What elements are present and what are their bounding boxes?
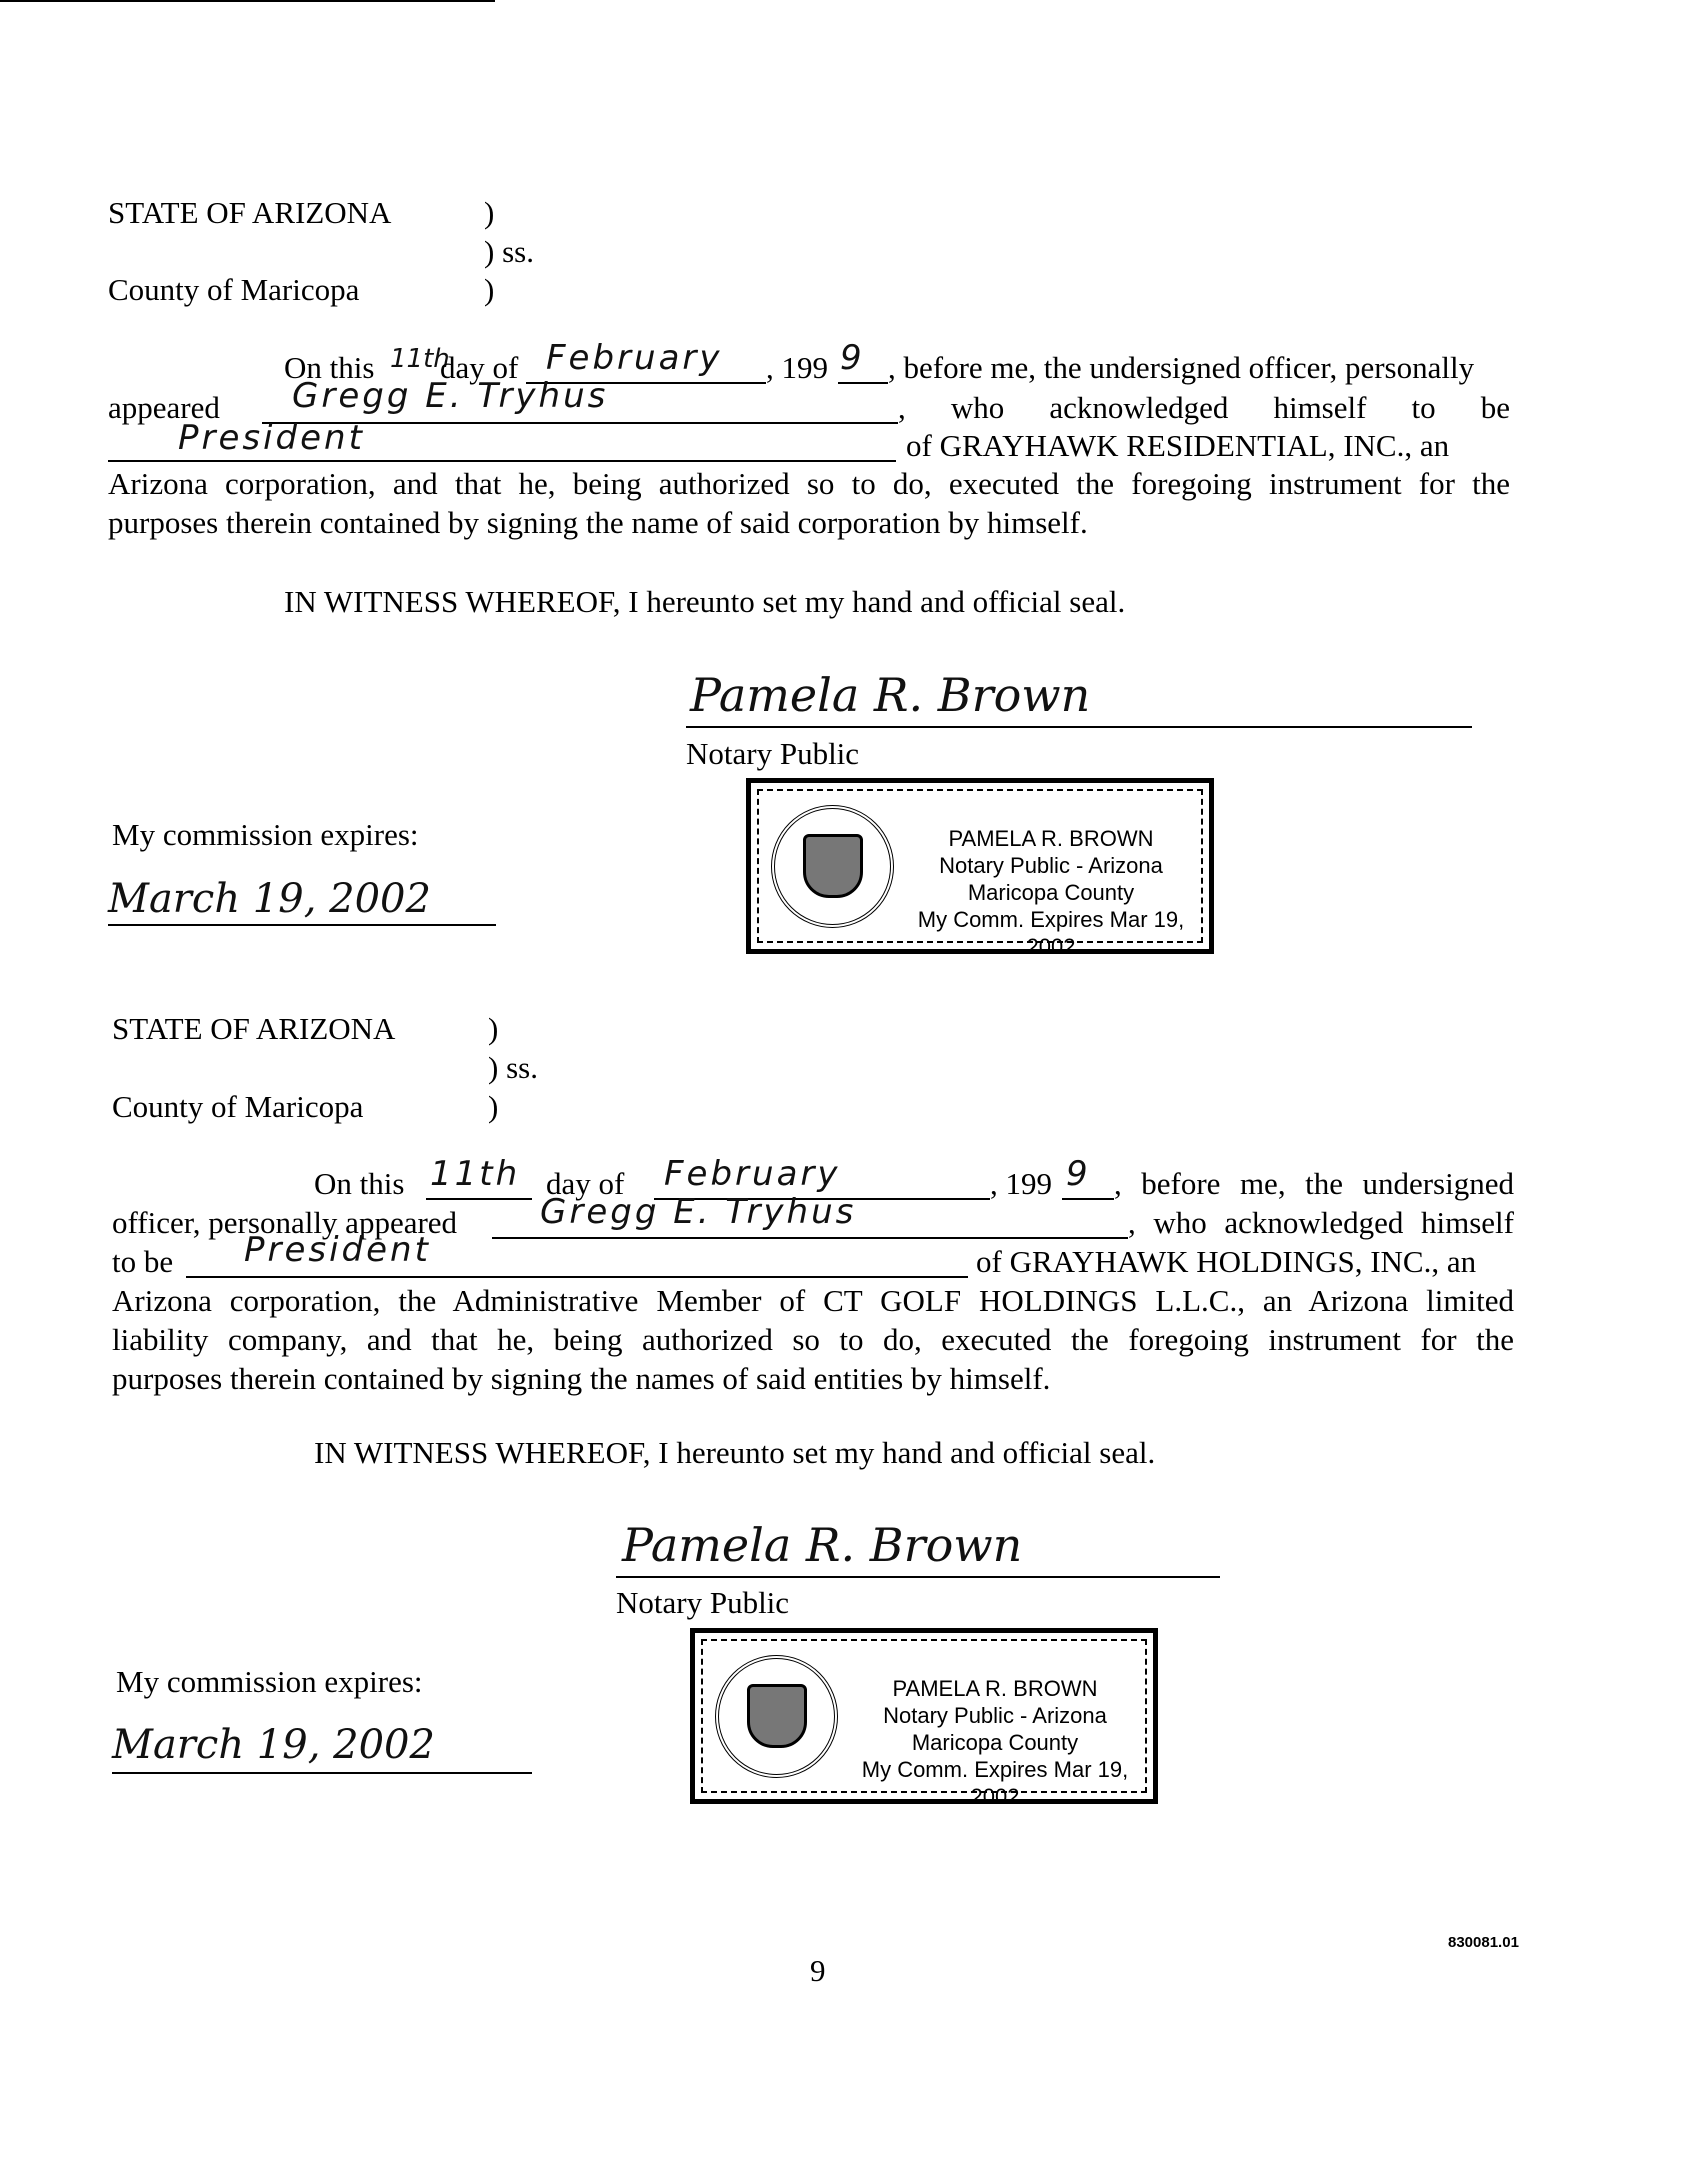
title-line — [108, 460, 896, 462]
venue-paren-bottom: ) — [488, 1089, 499, 1124]
body-line-1: Arizona corporation, the Administrative Member of CT GOLF HOLDINGS L.L.C., an Arizona limited — [112, 1283, 1514, 1318]
venue-ss: ) ss. — [488, 1050, 538, 1085]
body-line-2: liability company, and that he, being authorized so to do, executed the foregoing instrument for the — [112, 1322, 1514, 1357]
body-line-3: purposes therein contained by signing the names of said entities by himself. — [112, 1361, 1051, 1396]
title-line — [186, 1276, 968, 1278]
venue-paren-top: ) — [488, 1011, 499, 1046]
month-handwritten: February — [546, 338, 723, 378]
year-handwritten: 9 — [840, 338, 865, 378]
name-handwritten: Gregg E. Tryhus — [540, 1192, 857, 1232]
appeared-label: officer, personally appeared — [112, 1205, 458, 1240]
notary-seal-stamp — [690, 1628, 1158, 1809]
day-handwritten: 11th — [430, 1154, 521, 1194]
witness-clause: IN WITNESS WHEREOF, I hereunto set my hand and official seal. — [284, 584, 1126, 619]
seal-expiration: My Comm. Expires Mar 19, 2002 — [917, 907, 1185, 959]
company-text: of GRAYHAWK RESIDENTIAL, INC., an — [906, 428, 1450, 463]
commission-expiry-handwritten: March 19, 2002 — [112, 1722, 435, 1768]
name-handwritten: Gregg E. Tryhus — [292, 376, 609, 416]
notary-public-label: Notary Public — [616, 1585, 790, 1620]
venue-ss: ) ss. — [484, 234, 534, 269]
state-seal-emblem — [771, 805, 894, 928]
seal-county: Maricopa County — [911, 1730, 1079, 1755]
day-line — [426, 1198, 532, 1200]
on-this-label: On this — [314, 1166, 405, 1201]
seal-county: Maricopa County — [967, 880, 1135, 905]
day-of-label: day of — [440, 350, 519, 385]
commission-expiry-handwritten: March 19, 2002 — [108, 876, 431, 922]
year-prefix: , 199 — [990, 1166, 1052, 1201]
notary-seal-stamp — [746, 778, 1214, 959]
seal-notary-title: Notary Public - Arizona — [883, 1703, 1107, 1728]
notary-signature: Pamela R. Brown — [690, 668, 1091, 722]
page-number: 9 — [810, 1953, 826, 1988]
month-handwritten: February — [664, 1154, 841, 1194]
name-line — [492, 1237, 1128, 1239]
expiry-line — [108, 924, 496, 926]
acknowledged-text: , who acknowledged himself to be — [898, 390, 1510, 425]
seal-notary-name: PAMELA R. BROWN — [892, 1676, 1098, 1701]
commission-label: My commission expires: — [112, 817, 419, 852]
seal-notary-title: Notary Public - Arizona — [939, 853, 1163, 878]
company-text: of GRAYHAWK HOLDINGS, INC., an — [976, 1244, 1477, 1279]
venue-county: County of Maricopa — [112, 1089, 364, 1124]
seal-notary-name: PAMELA R. BROWN — [948, 826, 1154, 851]
acknowledged-text: , who acknowledged himself — [1128, 1205, 1514, 1240]
notary-public-label: Notary Public — [686, 736, 860, 771]
notary-signature: Pamela R. Brown — [622, 1518, 1023, 1572]
document-id: 830081.01 — [1448, 1934, 1519, 1951]
title-handwritten: President — [244, 1230, 431, 1270]
venue-paren-top: ) — [484, 195, 495, 230]
expiry-line — [112, 1772, 532, 1774]
venue-county: County of Maricopa — [108, 272, 360, 307]
signature-line — [616, 1576, 1220, 1578]
day-of-label: day of — [546, 1166, 625, 1201]
to-be-label: to be — [112, 1244, 174, 1279]
year-handwritten: 9 — [1066, 1154, 1091, 1194]
before-me-text: , before me, the undersigned — [1114, 1166, 1514, 1201]
day-handwritten: 11th — [390, 344, 450, 374]
state-seal-emblem — [715, 1655, 838, 1778]
venue-state: STATE OF ARIZONA — [112, 1011, 396, 1046]
scan-edge-line — [0, 0, 495, 2]
venue-paren-bottom: ) — [484, 272, 495, 307]
venue-state: STATE OF ARIZONA — [108, 195, 392, 230]
witness-clause: IN WITNESS WHEREOF, I hereunto set my hand and official seal. — [314, 1435, 1156, 1470]
before-me-text: , before me, the undersigned officer, personally — [888, 350, 1475, 385]
year-prefix: , 199 — [766, 350, 828, 385]
on-this-label: On this — [284, 350, 375, 385]
commission-label: My commission expires: — [116, 1664, 423, 1699]
appeared-label: appeared — [108, 390, 220, 425]
body-line-2: purposes therein contained by signing the name of said corporation by himself. — [108, 505, 1088, 540]
body-line-1: Arizona corporation, and that he, being authorized so to do, executed the foregoing instrument for the — [108, 466, 1510, 501]
seal-expiration: My Comm. Expires Mar 19, 2002 — [861, 1757, 1129, 1809]
signature-line — [686, 726, 1472, 728]
year-line — [838, 382, 888, 384]
title-handwritten: President — [178, 418, 365, 458]
year-line — [1062, 1198, 1114, 1200]
